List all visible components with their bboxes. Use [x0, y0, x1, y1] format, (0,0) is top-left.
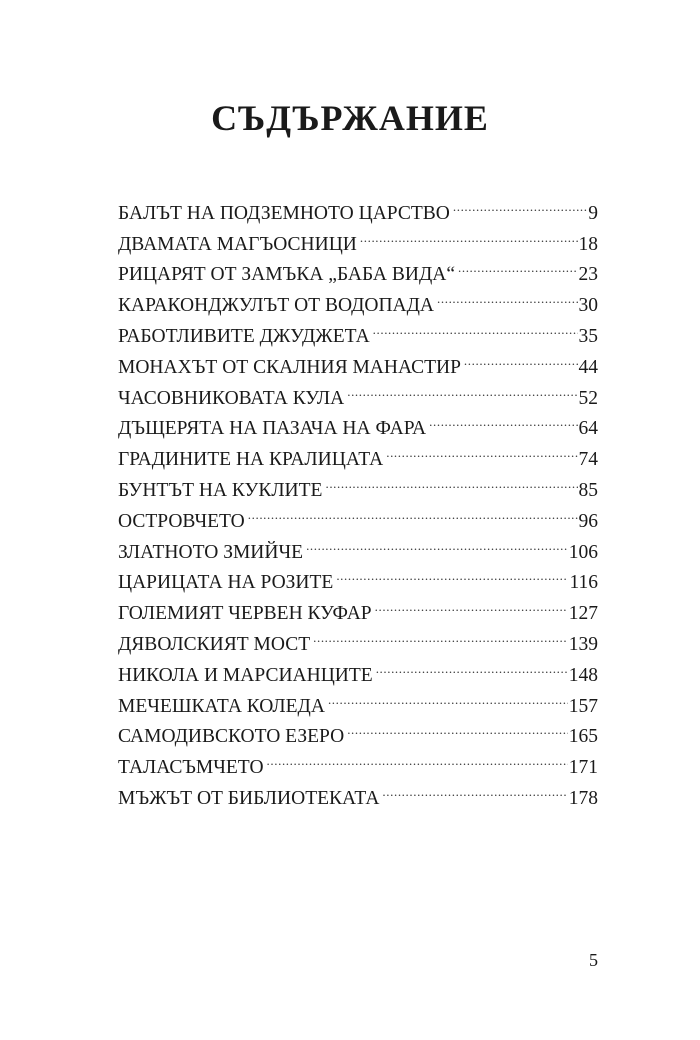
toc-entry-page: 165: [568, 726, 598, 748]
toc-entry-title: ГРАДИНИТЕ НА КРАЛИЦАТА: [118, 449, 384, 471]
toc-entry-page: 64: [578, 418, 598, 440]
page-title: СЪДЪРЖАНИЕ: [211, 98, 489, 138]
toc-entry-title: ЗЛАТНОТО ЗМИЙЧЕ: [118, 541, 304, 563]
toc-entry-page: 171: [568, 757, 598, 779]
dot-leader: [360, 219, 578, 250]
dot-leader: [313, 619, 568, 650]
toc-entry-title: РАБОТЛИВИТЕ ДЖУДЖЕТА: [118, 325, 370, 347]
toc-entry-title: ДЯВОЛСКИЯТ МОСТ: [118, 633, 311, 655]
toc-entry-title: ЦАРИЦАТА НА РОЗИТЕ: [118, 572, 334, 594]
toc-entry-title: МЕЧЕШКАТА КОЛЕДА: [118, 695, 325, 717]
toc-entry-title: ЧАСОВНИКОВАТА КУЛА: [118, 387, 345, 409]
toc-entry: [118, 188, 598, 224]
dot-leader: [336, 558, 568, 589]
toc-entry-title: РИЦАРЯТ ОТ ЗАМЪКА „БАБА ВИДА“: [118, 264, 455, 286]
toc-entry-title: БУНТЪТ НА КУКЛИТЕ: [118, 479, 323, 501]
toc-entry-page: 178: [568, 787, 598, 809]
toc-entry-page: 106: [568, 541, 598, 563]
dot-leader: [325, 465, 577, 496]
dot-leader: [382, 773, 567, 804]
dot-leader: [373, 311, 578, 342]
toc-entry-page: 139: [568, 633, 598, 655]
toc-entry-page: 23: [578, 264, 598, 286]
toc-entry-page: 30: [578, 295, 598, 317]
toc-entry-page: 52: [578, 387, 598, 409]
toc-entry-title: ОСТРОВЧЕТО: [118, 510, 245, 532]
toc-entry-title: ТАЛАСЪМЧЕТО: [118, 757, 264, 779]
dot-leader: [458, 250, 578, 281]
toc-entry-page: 74: [578, 449, 598, 471]
dot-leader: [267, 742, 568, 773]
toc-entry-page: 148: [568, 664, 598, 686]
toc-entry-page: 157: [568, 695, 598, 717]
toc-entry-title: НИКОЛА И МАРСИАНЦИТЕ: [118, 664, 373, 686]
dot-leader: [347, 373, 577, 404]
toc-entry-title: САМОДИВСКОТО ЕЗЕРО: [118, 726, 345, 748]
table-of-contents: [118, 188, 598, 809]
toc-entry-title: ГОЛЕМИЯТ ЧЕРВЕН КУФАР: [118, 603, 372, 625]
page-number: 5: [589, 950, 598, 970]
dot-leader: [437, 280, 577, 311]
dot-leader: [376, 650, 568, 681]
dot-leader: [429, 404, 577, 435]
dot-leader: [306, 527, 568, 558]
toc-entry-page: 18: [578, 233, 598, 255]
toc-entry-title: МЪЖЪТ ОТ БИБЛИОТЕКАТА: [118, 787, 380, 809]
dot-leader: [453, 188, 587, 219]
toc-entry-title: ДВАМАТА МАГЪОСНИЦИ: [118, 233, 357, 255]
dot-leader: [248, 496, 578, 527]
dot-leader: [386, 434, 577, 465]
dot-leader: [464, 342, 578, 373]
toc-entry-page: 44: [578, 356, 598, 378]
toc-entry-title: МОНАХЪТ ОТ СКАЛНИЯ МАНАСТИР: [118, 356, 461, 378]
toc-entry-page: 85: [578, 479, 598, 501]
toc-entry-page: 116: [569, 572, 598, 594]
dot-leader: [328, 681, 568, 712]
toc-entry-page: 96: [578, 510, 598, 532]
toc-entry-page: 9: [588, 202, 598, 224]
toc-entry-title: БАЛЪТ НА ПОДЗЕМНОТО ЦАРСТВО: [118, 202, 450, 224]
dot-leader: [375, 588, 568, 619]
dot-leader: [347, 712, 568, 743]
toc-entry-page: 127: [568, 603, 598, 625]
toc-entry-title: КАРАКОНДЖУЛЪТ ОТ ВОДОПАДА: [118, 295, 435, 317]
toc-entry-title: ДЪЩЕРЯТА НА ПАЗАЧА НА ФАРА: [118, 418, 427, 440]
toc-entry-page: 35: [578, 325, 598, 347]
